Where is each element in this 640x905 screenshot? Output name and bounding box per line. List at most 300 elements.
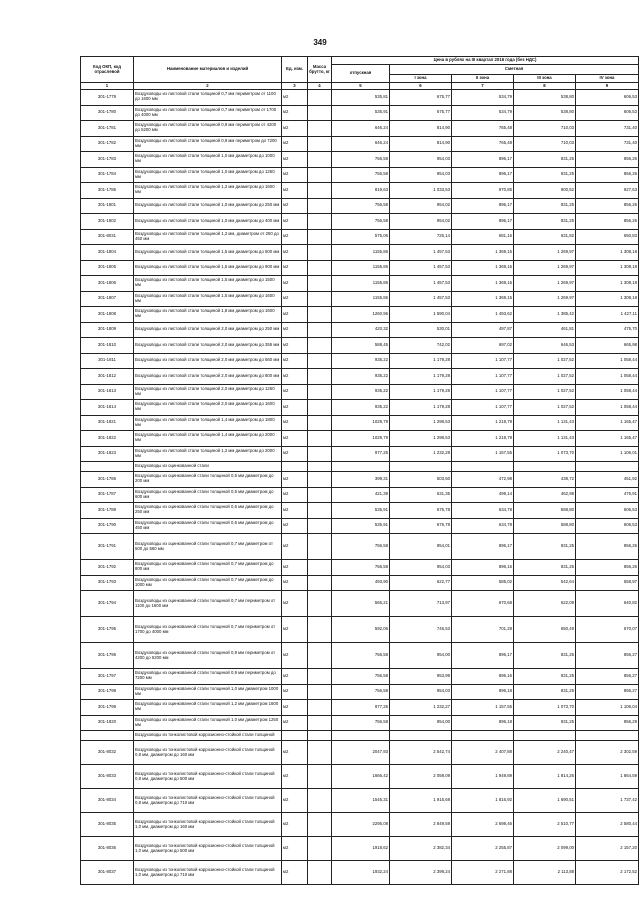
zone-3-price-cell: 1 027,52: [514, 400, 576, 416]
zone-4-price-cell: 2 172,52: [576, 861, 639, 885]
table-row: [81, 245, 639, 261]
table-row: [81, 353, 639, 369]
mass-cell: [308, 307, 332, 323]
zone-3-price-cell: 631,82: [514, 229, 576, 245]
name-cell: Воздуховоды из листовой стали толщиной 2,0 мм диаметром до 355 мм: [134, 338, 282, 354]
code-cell: 301-1808: [81, 307, 134, 323]
zone-1-price-cell: 1 179,28: [390, 400, 452, 416]
code-cell: 301-1796: [81, 643, 134, 669]
table-row: [81, 591, 639, 617]
zone-1-price-cell: 954,03: [390, 560, 452, 576]
code-cell: 301-1801: [81, 198, 134, 214]
mass-cell: [308, 643, 332, 669]
zone-2-price-cell: 534,79: [452, 105, 514, 121]
release-price-cell: 493,90: [332, 575, 390, 591]
mass-cell: [308, 322, 332, 338]
zone-2-price-cell: 896,17: [452, 198, 514, 214]
zone-3-price-cell: 1 814,26: [514, 765, 576, 789]
mass-cell: [308, 136, 332, 152]
unit-cell: м2: [282, 472, 308, 488]
release-price-cell: 1260,96: [332, 307, 390, 323]
zone-2-price-cell: 1 369,15: [452, 276, 514, 292]
release-price-cell: 420,32: [332, 322, 390, 338]
zone-3-price-cell: 538,80: [514, 105, 576, 121]
zone-3-price-cell: 831,25: [514, 684, 576, 700]
mass-cell: [308, 183, 332, 199]
mass-cell: [308, 369, 332, 385]
release-price-cell: 756,58: [332, 715, 390, 731]
unit-cell: м2: [282, 591, 308, 617]
code-cell: 301-8035: [81, 813, 134, 837]
mass-cell: [308, 518, 332, 534]
unit-cell: м2: [282, 741, 308, 765]
zone-1-price-cell: 954,00: [390, 715, 452, 731]
code-cell: 301-1792: [81, 560, 134, 576]
zone-1-price-cell: 954,03: [390, 167, 452, 183]
name-cell: Воздуховоды из листовой стали толщиной 1,0 мм диаметром до 400 мм: [134, 214, 282, 230]
unit-cell: м2: [282, 338, 308, 354]
release-price-cell: 756,58: [332, 198, 390, 214]
code-cell: 301-1823: [81, 446, 134, 462]
table-row: [81, 765, 639, 789]
mass-cell: [308, 353, 332, 369]
zone-4-price-cell: 606,53: [576, 90, 639, 106]
zone-2-price-cell: 634,78: [452, 503, 514, 519]
name-cell: Воздуховоды из оцинкованной стали толщиной 0,5 мм диаметром до 200 мм: [134, 472, 282, 488]
release-price-cell: 756,58: [332, 643, 390, 669]
empty-cell: [332, 462, 390, 472]
release-price-cell: 935,22: [332, 369, 390, 385]
mass-cell: [308, 684, 332, 700]
mass-cell: [308, 560, 332, 576]
table-row: [81, 472, 639, 488]
code-cell: [81, 462, 134, 472]
unit-cell: м2: [282, 307, 308, 323]
zone-1-price-cell: 1 232,28: [390, 446, 452, 462]
price-table: [80, 56, 639, 885]
code-cell: 301-1804: [81, 245, 134, 261]
zone-3-price-cell: 542,64: [514, 575, 576, 591]
name-cell: Воздуховоды из листовой стали толщиной 0,7 мм периметром от 1100 до 1600 мм: [134, 90, 282, 106]
table-row: [81, 214, 639, 230]
mass-cell: [308, 384, 332, 400]
release-price-cell: 646,24: [332, 121, 390, 137]
release-price-cell: 535,81: [332, 90, 390, 106]
mass-cell: [308, 591, 332, 617]
mass-cell: [308, 446, 332, 462]
zone-4-price-cell: 1 165,47: [576, 431, 639, 447]
zone-4-price-cell: 1 308,18: [576, 276, 639, 292]
name-cell: Воздуховоды из листовой стали толщиной 1,5 мм диаметром до 1600 мм: [134, 291, 282, 307]
name-cell: Воздуховоды из оцинкованной стали толщиной 1,2 мм диаметром 1600 мм: [134, 700, 282, 716]
release-price-cell: 1029,79: [332, 415, 390, 431]
zone-1-price-cell: 622,77: [390, 575, 452, 591]
zone-2-price-cell: 896,17: [452, 643, 514, 669]
name-cell: Воздуховоды из листовой стали толщиной 2,0 мм диаметром до 1600 мм: [134, 400, 282, 416]
zone-4-price-cell: 650,83: [576, 229, 639, 245]
table-row: [81, 415, 639, 431]
header-estimate: Сметная: [390, 65, 639, 75]
zone-3-price-cell: 2 113,88: [514, 861, 576, 885]
name-cell: Воздуховоды из листовой стали толщиной 1,5 мм диаметром до 900 мм: [134, 260, 282, 276]
mass-cell: [308, 617, 332, 643]
table-row: [81, 400, 639, 416]
table-row: [81, 152, 639, 168]
zone-2-price-cell: 896,17: [452, 534, 514, 560]
name-cell: Воздуховоды из оцинкованной стали толщиной 0,6 мм диаметром до 450 мм: [134, 518, 282, 534]
zone-1-price-cell: 2 059,09: [390, 765, 452, 789]
table-row: [81, 789, 639, 813]
zone-3-price-cell: 1 131,43: [514, 431, 576, 447]
unit-cell: м2: [282, 503, 308, 519]
unit-cell: м2: [282, 560, 308, 576]
name-cell: Воздуховоды из листовой стали толщиной 1,4 мм диаметром до 2000 мм: [134, 431, 282, 447]
name-cell: Воздуховоды из тонколистовой коррозионно-стойкой стали толщиной 1,0 мм, диаметром до 500 мм: [134, 837, 282, 861]
release-price-cell: 535,91: [332, 503, 390, 519]
empty-cell: [576, 462, 639, 472]
zone-1-price-cell: 814,90: [390, 121, 452, 137]
code-cell: 301-1780: [81, 105, 134, 121]
zone-3-price-cell: 831,25: [514, 167, 576, 183]
code-cell: 301-1797: [81, 669, 134, 685]
zone-2-price-cell: 896,17: [452, 167, 514, 183]
zone-2-price-cell: 1 219,79: [452, 431, 514, 447]
zone-3-price-cell: 646,53: [514, 338, 576, 354]
name-cell: Воздуховоды из листовой стали толщиной 1,2 мм диаметром до 1600 мм: [134, 183, 282, 199]
zone-4-price-cell: 731,40: [576, 121, 639, 137]
name-cell: Воздуховоды из оцинкованной стали толщиной 0,7 мм диаметром от 500 до 560 мм: [134, 534, 282, 560]
header-zone-1: I зона: [390, 75, 452, 83]
zone-4-price-cell: 856,27: [576, 684, 639, 700]
table-row: [81, 534, 639, 560]
zone-1-price-cell: 742,02: [390, 338, 452, 354]
zone-1-price-cell: 725,14: [390, 229, 452, 245]
zone-4-price-cell: 1 106,01: [576, 446, 639, 462]
release-price-cell: 535,91: [332, 518, 390, 534]
header-zone-3: III зона: [514, 75, 576, 83]
mass-cell: [308, 276, 332, 292]
unit-cell: м2: [282, 229, 308, 245]
empty-cell: [514, 731, 576, 741]
table-row: [81, 338, 639, 354]
unit-cell: м2: [282, 643, 308, 669]
code-cell: 301-1806: [81, 276, 134, 292]
header-zone-2: II зона: [452, 75, 514, 83]
code-cell: 301-1785: [81, 183, 134, 199]
name-cell: Воздуховоды из листовой стали толщиной 2,0 мм диаметром до 800 мм: [134, 369, 282, 385]
unit-cell: м2: [282, 415, 308, 431]
unit-cell: м2: [282, 575, 308, 591]
zone-1-price-cell: 2 399,24: [390, 861, 452, 885]
code-cell: 301-8031: [81, 229, 134, 245]
unit-cell: м2: [282, 765, 308, 789]
code-cell: 301-1791: [81, 534, 134, 560]
unit-cell: м2: [282, 276, 308, 292]
code-cell: 301-8037: [81, 861, 134, 885]
code-cell: 301-1810: [81, 338, 134, 354]
zone-2-price-cell: 1 219,79: [452, 415, 514, 431]
unit-cell: м2: [282, 400, 308, 416]
release-price-cell: 1932,24: [332, 861, 390, 885]
table-row: [81, 446, 639, 462]
zone-3-price-cell: 1 131,43: [514, 415, 576, 431]
zone-2-price-cell: 1 369,15: [452, 245, 514, 261]
mass-cell: [308, 503, 332, 519]
release-price-cell: 756,58: [332, 669, 390, 685]
zone-2-price-cell: 896,17: [452, 152, 514, 168]
code-cell: [81, 731, 134, 741]
zone-4-price-cell: 2 157,20: [576, 837, 639, 861]
table-row: [81, 183, 639, 199]
code-cell: 301-1790: [81, 518, 134, 534]
unit-cell: м2: [282, 518, 308, 534]
zone-1-price-cell: 814,90: [390, 136, 452, 152]
zone-3-price-cell: 1 269,97: [514, 276, 576, 292]
code-cell: 301-1822: [81, 431, 134, 447]
name-cell: Воздуховоды из листовой стали толщиной 1,5 мм диаметром до 1500 мм: [134, 276, 282, 292]
zone-4-price-cell: 606,53: [576, 503, 639, 519]
zone-2-price-cell: 1 107,77: [452, 353, 514, 369]
empty-cell: [390, 462, 452, 472]
release-price-cell: 819,63: [332, 183, 390, 199]
code-cell: 301-1779: [81, 90, 134, 106]
release-price-cell: 756,58: [332, 534, 390, 560]
mass-cell: [308, 415, 332, 431]
unit-cell: м2: [282, 700, 308, 716]
zone-3-price-cell: 710,03: [514, 121, 576, 137]
zone-1-price-cell: 2 849,59: [390, 813, 452, 837]
table-row: [81, 291, 639, 307]
zone-3-price-cell: 1 269,97: [514, 245, 576, 261]
zone-2-price-cell: 896,18: [452, 715, 514, 731]
zone-2-price-cell: 1 157,55: [452, 446, 514, 462]
code-cell: 301-8034: [81, 789, 134, 813]
zone-1-price-cell: 1 457,53: [390, 245, 452, 261]
unit-cell: м2: [282, 136, 308, 152]
table-row: [81, 167, 639, 183]
zone-2-price-cell: 1 107,77: [452, 384, 514, 400]
zone-4-price-cell: 475,70: [576, 322, 639, 338]
zone-4-price-cell: 1 737,42: [576, 789, 639, 813]
zone-4-price-cell: 731,40: [576, 136, 639, 152]
table-row: [81, 322, 639, 338]
unit-cell: м2: [282, 214, 308, 230]
unit-cell: м2: [282, 617, 308, 643]
code-cell: 301-1812: [81, 369, 134, 385]
zone-4-price-cell: 856,27: [576, 669, 639, 685]
mass-cell: [308, 121, 332, 137]
code-cell: 301-1802: [81, 214, 134, 230]
zone-2-price-cell: 2 255,87: [452, 837, 514, 861]
zone-4-price-cell: 856,26: [576, 560, 639, 576]
unit-cell: м2: [282, 245, 308, 261]
release-price-cell: 2295,08: [332, 813, 390, 837]
zone-4-price-cell: 856,26: [576, 198, 639, 214]
table-row: [81, 503, 639, 519]
unit-cell: м2: [282, 353, 308, 369]
zone-1-price-cell: 675,78: [390, 503, 452, 519]
table-row: [81, 90, 639, 106]
zone-2-price-cell: 970,85: [452, 183, 514, 199]
code-cell: 301-8033: [81, 765, 134, 789]
code-cell: 301-1787: [81, 487, 134, 503]
zone-2-price-cell: 1 107,77: [452, 369, 514, 385]
name-cell: Воздуховоды из тонколистовой коррозионно-стойкой стали толщиной 1,0 мм, диаметром до 710 мм: [134, 861, 282, 885]
table-row: [81, 198, 639, 214]
zone-4-price-cell: 1 165,47: [576, 415, 639, 431]
zone-4-price-cell: 606,53: [576, 518, 639, 534]
code-cell: 301-1805: [81, 260, 134, 276]
zone-3-price-cell: 710,03: [514, 136, 576, 152]
zone-1-price-cell: 954,03: [390, 684, 452, 700]
release-price-cell: 1155,86: [332, 245, 390, 261]
table-row: [81, 837, 639, 861]
unit-cell: м2: [282, 669, 308, 685]
zone-4-price-cell: 856,26: [576, 534, 639, 560]
unit-cell: м2: [282, 446, 308, 462]
mass-cell: [308, 472, 332, 488]
release-price-cell: 756,58: [332, 214, 390, 230]
release-price-cell: 421,39: [332, 487, 390, 503]
table-row: [81, 518, 639, 534]
code-cell: 301-1781: [81, 121, 134, 137]
release-price-cell: 2047,93: [332, 741, 390, 765]
zone-1-price-cell: 1 915,68: [390, 789, 452, 813]
name-cell: Воздуховоды из листовой стали толщиной 1,2 мм диаметром до 2000 мм: [134, 446, 282, 462]
zone-1-price-cell: 1 232,27: [390, 700, 452, 716]
code-cell: 301-1795: [81, 617, 134, 643]
table-row: [81, 684, 639, 700]
code-cell: 301-1807: [81, 291, 134, 307]
zone-3-price-cell: 1 073,70: [514, 446, 576, 462]
empty-cell: [282, 731, 308, 741]
table-row: [81, 487, 639, 503]
code-cell: 301-1799: [81, 700, 134, 716]
zone-1-price-cell: 1 457,53: [390, 276, 452, 292]
zone-4-price-cell: 1 864,59: [576, 765, 639, 789]
zone-4-price-cell: 2 580,44: [576, 813, 639, 837]
table-row: [81, 260, 639, 276]
zone-1-price-cell: 2 542,74: [390, 741, 452, 765]
zone-1-price-cell: 713,97: [390, 591, 452, 617]
zone-2-price-cell: 670,68: [452, 591, 514, 617]
zone-2-price-cell: 681,16: [452, 229, 514, 245]
table-row: [81, 861, 639, 885]
zone-3-price-cell: 1 269,97: [514, 260, 576, 276]
header-unit: Ед. изм.: [282, 57, 308, 83]
zone-2-price-cell: 1 949,89: [452, 765, 514, 789]
zone-4-price-cell: 856,26: [576, 167, 639, 183]
zone-3-price-cell: 831,25: [514, 669, 576, 685]
zone-1-price-cell: 1 298,53: [390, 415, 452, 431]
empty-cell: [308, 462, 332, 472]
zone-3-price-cell: 2 240,47: [514, 741, 576, 765]
name-cell: Воздуховоды из оцинкованной стали толщиной 0,9 мм периметром от 4200 до 5200 мм: [134, 643, 282, 669]
mass-cell: [308, 229, 332, 245]
zone-2-price-cell: 2 407,88: [452, 741, 514, 765]
release-price-cell: 756,58: [332, 684, 390, 700]
table-row: [81, 136, 639, 152]
name-cell: Воздуховоды из листовой стали толщиной 1,4 мм диаметром до 1800 мм: [134, 415, 282, 431]
table-row: [81, 431, 639, 447]
mass-cell: [308, 669, 332, 685]
name-cell: Воздуховоды из оцинкованной стали толщиной 0,7 мм диаметром до 800 мм: [134, 560, 282, 576]
release-price-cell: 1918,62: [332, 837, 390, 861]
zone-2-price-cell: 497,87: [452, 322, 514, 338]
zone-1-price-cell: 1 179,28: [390, 353, 452, 369]
zone-4-price-cell: 670,07: [576, 617, 639, 643]
zone-1-price-cell: 954,01: [390, 534, 452, 560]
zone-3-price-cell: 831,25: [514, 152, 576, 168]
name-cell: Воздуховоды из листовой стали толщиной 2,0 мм диаметром до 250 мм: [134, 322, 282, 338]
release-price-cell: 592,06: [332, 617, 390, 643]
table-row: [81, 307, 639, 323]
release-price-cell: 399,31: [332, 472, 390, 488]
release-price-cell: 566,21: [332, 591, 390, 617]
mass-cell: [308, 214, 332, 230]
code-cell: 301-1820: [81, 715, 134, 731]
empty-cell: [576, 731, 639, 741]
name-cell: Воздуховоды из листовой стали толщиной 1,0 мм диаметром до 250 мм: [134, 198, 282, 214]
mass-cell: [308, 260, 332, 276]
mass-cell: [308, 765, 332, 789]
table-row: [81, 715, 639, 731]
mass-cell: [308, 198, 332, 214]
release-price-cell: 756,58: [332, 167, 390, 183]
name-cell: Воздуховоды из листовой стали толщиной 1,0 мм диаметром до 1250 мм: [134, 167, 282, 183]
table-row: [81, 121, 639, 137]
table-row: [81, 229, 639, 245]
column-index: 7: [452, 83, 514, 90]
zone-3-price-cell: 1 073,70: [514, 700, 576, 716]
name-cell: Воздуховоды из оцинкованной стали толщиной 0,7 мм периметром от 1100 до 1600 мм: [134, 591, 282, 617]
group-row: [81, 462, 639, 472]
unit-cell: м2: [282, 198, 308, 214]
zone-3-price-cell: 831,25: [514, 214, 576, 230]
release-price-cell: 1155,86: [332, 291, 390, 307]
zone-3-price-cell: 538,80: [514, 90, 576, 106]
unit-cell: м2: [282, 861, 308, 885]
code-cell: 301-1814: [81, 400, 134, 416]
zone-2-price-cell: 499,14: [452, 487, 514, 503]
zone-4-price-cell: 1 058,44: [576, 353, 639, 369]
zone-1-price-cell: 503,50: [390, 472, 452, 488]
name-cell: Воздуховоды из листовой стали толщиной 2,0 мм диаметром до 560 мм: [134, 353, 282, 369]
unit-cell: м2: [282, 837, 308, 861]
name-cell: Воздуховоды из оцинкованной стали толщиной 0,6 мм диаметром до 250 мм: [134, 503, 282, 519]
name-cell: Воздуховоды из оцинкованной стали толщиной 1,0 мм диаметром 1250 мм: [134, 715, 282, 731]
zone-3-price-cell: 1 690,51: [514, 789, 576, 813]
zone-3-price-cell: 650,49: [514, 617, 576, 643]
name-cell: Воздуховоды из листовой стали толщиной 0,9 мм периметром от 4200 до 5200 мм: [134, 121, 282, 137]
zone-4-price-cell: 1 308,18: [576, 291, 639, 307]
unit-cell: м2: [282, 534, 308, 560]
zone-2-price-cell: 2 271,88: [452, 861, 514, 885]
group-row: [81, 731, 639, 741]
unit-cell: м2: [282, 322, 308, 338]
zone-4-price-cell: 1 308,18: [576, 245, 639, 261]
header-zone-4: IV зона: [576, 75, 639, 83]
code-cell: 301-1798: [81, 684, 134, 700]
zone-2-price-cell: 472,98: [452, 472, 514, 488]
zone-2-price-cell: 585,02: [452, 575, 514, 591]
zone-1-price-cell: 954,03: [390, 152, 452, 168]
zone-4-price-cell: 665,98: [576, 338, 639, 354]
column-index: 6: [390, 83, 452, 90]
empty-cell: [452, 462, 514, 472]
zone-4-price-cell: 558,97: [576, 575, 639, 591]
zone-4-price-cell: 476,91: [576, 487, 639, 503]
